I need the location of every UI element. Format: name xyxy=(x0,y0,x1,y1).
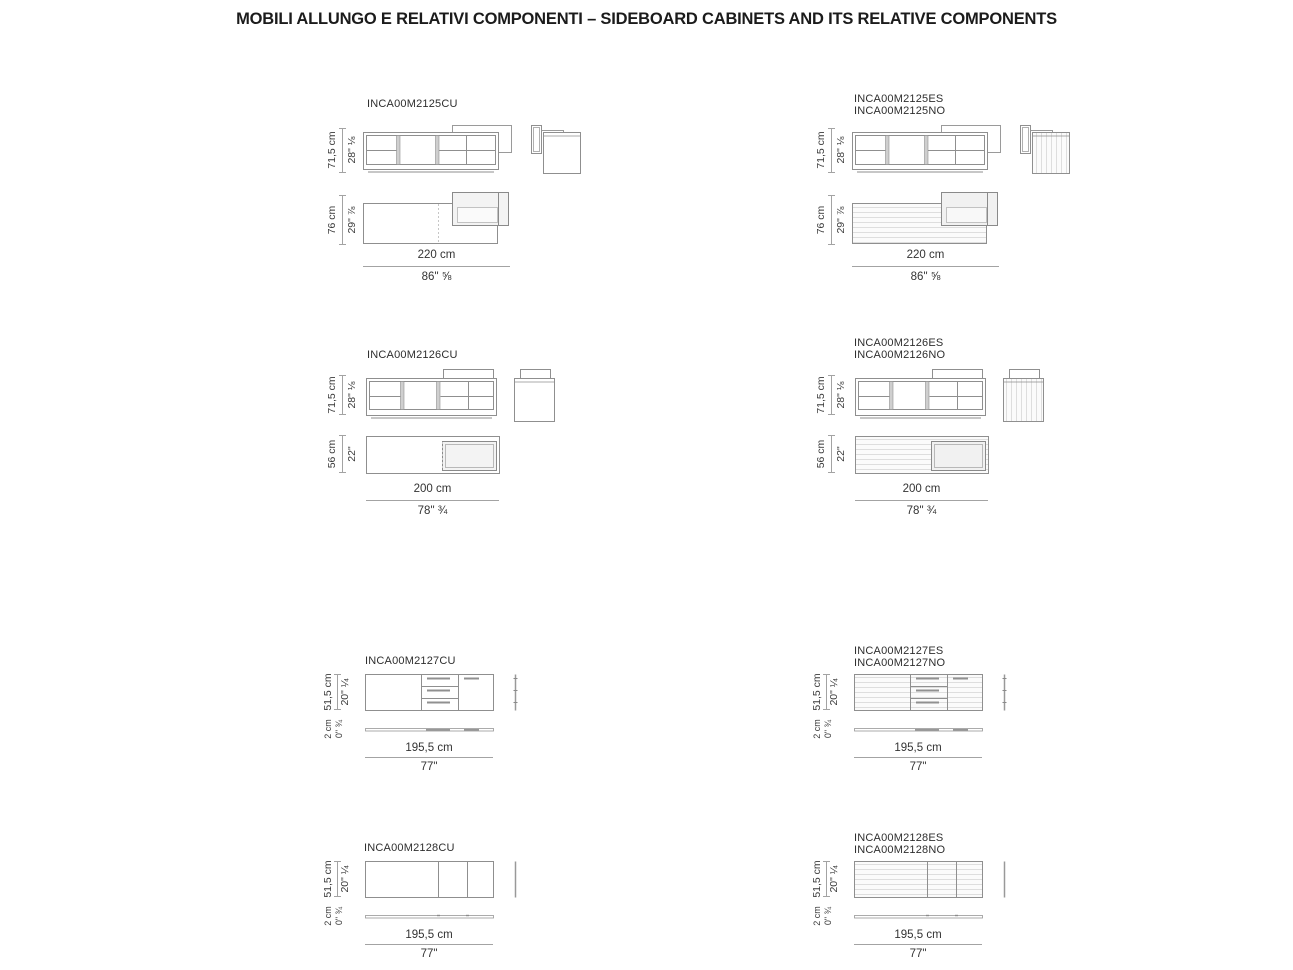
height-dimension-cm: 71,5 cm xyxy=(326,376,338,414)
plan-view xyxy=(367,437,500,474)
diagram-drawing xyxy=(360,857,610,922)
width-dimension-in: 78" ¾ xyxy=(906,505,937,517)
width-dimension-cm: 220 cm xyxy=(417,249,456,261)
thickness-dimension-cm: 2 cm xyxy=(323,719,333,739)
side-view xyxy=(1003,675,1007,711)
width-dimension-line xyxy=(365,944,493,945)
product-diagram-inca00m2128es-no xyxy=(809,832,1099,970)
width-dimension-cm: 195,5 cm xyxy=(405,929,453,941)
height-dimension-line xyxy=(337,674,338,710)
plan-view xyxy=(366,916,494,919)
depth-dimension-in: 29" ⅞ xyxy=(346,206,358,234)
product-diagram-inca00m2127cu xyxy=(320,645,610,785)
side-view xyxy=(532,126,581,174)
plan-view xyxy=(855,729,983,732)
product-code: INCA00M2127NO xyxy=(854,657,946,669)
thickness-dimension-in: 0" ¾ xyxy=(334,719,344,739)
height-dimension-line xyxy=(337,861,338,897)
product-diagram-inca00m2127es-no xyxy=(809,645,1099,785)
width-dimension-line xyxy=(852,266,999,267)
plan-view xyxy=(856,437,989,474)
depth-dimension-line xyxy=(831,195,832,245)
diagram-drawing xyxy=(360,120,605,270)
plan-view xyxy=(853,193,998,244)
height-dimension-line xyxy=(831,375,832,415)
height-dimension-in: 20" ¼ xyxy=(339,678,351,706)
front-elevation xyxy=(853,126,1001,173)
depth-dimension-cm: 56 cm xyxy=(815,439,827,469)
height-dimension-in: 28" ⅛ xyxy=(346,136,358,164)
height-dimension-in: 28" ⅛ xyxy=(835,136,847,164)
product-diagram-inca00m2128cu xyxy=(320,832,610,970)
side-view xyxy=(1004,370,1044,422)
height-dimension-cm: 71,5 cm xyxy=(326,131,338,169)
product-code: INCA00M2125CU xyxy=(367,98,458,110)
diagram-drawing xyxy=(849,857,1099,922)
product-diagram-inca00m2126es-no xyxy=(809,337,1099,527)
side-view xyxy=(1021,126,1070,174)
depth-dimension-cm: 76 cm xyxy=(815,205,827,235)
height-dimension-in: 28" ⅛ xyxy=(835,381,847,409)
plan-view xyxy=(364,193,509,244)
front-elevation xyxy=(855,862,983,898)
height-dimension-cm: 51,5 cm xyxy=(322,860,334,898)
height-dimension-cm: 51,5 cm xyxy=(322,673,334,711)
product-diagram-inca00m2125es-no xyxy=(809,85,1099,300)
thickness-dimension-in: 0" ¾ xyxy=(823,719,833,739)
width-dimension-in: 77" xyxy=(909,761,927,773)
product-code: INCA00M2125ES xyxy=(854,93,944,105)
side-view xyxy=(514,675,518,711)
width-dimension-cm: 200 cm xyxy=(902,483,941,495)
height-dimension-in: 20" ¼ xyxy=(339,865,351,893)
thickness-dimension-cm: 2 cm xyxy=(323,906,333,926)
height-dimension-line xyxy=(826,674,827,710)
depth-dimension-line xyxy=(831,435,832,473)
product-code: INCA00M2127ES xyxy=(854,645,944,657)
height-dimension-line xyxy=(342,128,343,173)
thickness-dimension-cm: 2 cm xyxy=(812,906,822,926)
width-dimension-cm: 220 cm xyxy=(906,249,945,261)
width-dimension-in: 86" ⅝ xyxy=(910,271,941,283)
width-dimension-in: 86" ⅝ xyxy=(421,271,452,283)
width-dimension-line xyxy=(855,500,988,501)
depth-dimension-cm: 56 cm xyxy=(326,439,338,469)
width-dimension-cm: 195,5 cm xyxy=(405,742,453,754)
depth-dimension-in: 22" xyxy=(346,446,358,462)
width-dimension-in: 77" xyxy=(909,948,927,960)
thickness-dimension-in: 0" ¾ xyxy=(823,906,833,926)
plan-view xyxy=(855,916,983,919)
diagram-drawing xyxy=(849,120,1094,270)
diagram-drawing xyxy=(849,670,1099,735)
width-dimension-cm: 195,5 cm xyxy=(894,929,942,941)
width-dimension-line xyxy=(854,944,982,945)
height-dimension-in: 20" ¼ xyxy=(828,678,840,706)
product-code: INCA00M2126NO xyxy=(854,349,946,361)
front-elevation xyxy=(366,675,494,711)
height-dimension-cm: 71,5 cm xyxy=(815,131,827,169)
side-view xyxy=(515,370,555,422)
product-code: INCA00M2127CU xyxy=(365,655,456,667)
product-code: INCA00M2128ES xyxy=(854,832,944,844)
front-elevation xyxy=(367,370,497,419)
product-code: INCA00M2126CU xyxy=(367,349,458,361)
height-dimension-line xyxy=(831,128,832,173)
depth-dimension-cm: 76 cm xyxy=(326,205,338,235)
height-dimension-cm: 51,5 cm xyxy=(811,860,823,898)
page-title: MOBILI ALLUNGO E RELATIVI COMPONENTI – SIDEBOARD CABINETS AND ITS RELATIVE COMPONENTS xyxy=(236,10,1057,28)
width-dimension-line xyxy=(363,266,510,267)
depth-dimension-in: 22" xyxy=(835,446,847,462)
product-code: INCA00M2125NO xyxy=(854,105,946,117)
front-elevation xyxy=(366,862,494,898)
width-dimension-in: 78" ¾ xyxy=(417,505,448,517)
height-dimension-cm: 51,5 cm xyxy=(811,673,823,711)
product-code: INCA00M2128NO xyxy=(854,844,946,856)
front-elevation xyxy=(856,370,986,419)
diagram-drawing xyxy=(360,670,610,735)
depth-dimension-line xyxy=(342,195,343,245)
product-code: INCA00M2126ES xyxy=(854,337,944,349)
front-elevation xyxy=(855,675,983,711)
height-dimension-in: 28" ⅛ xyxy=(346,381,358,409)
product-diagram-inca00m2126cu xyxy=(320,337,610,527)
thickness-dimension-in: 0" ¾ xyxy=(334,906,344,926)
width-dimension-line xyxy=(854,757,982,758)
product-diagram-inca00m2125cu xyxy=(320,85,610,300)
depth-dimension-in: 29" ⅞ xyxy=(835,206,847,234)
height-dimension-in: 20" ¼ xyxy=(828,865,840,893)
depth-dimension-line xyxy=(342,435,343,473)
width-dimension-in: 77" xyxy=(420,761,438,773)
plan-view xyxy=(366,729,494,732)
width-dimension-in: 77" xyxy=(420,948,438,960)
height-dimension-line xyxy=(342,375,343,415)
product-code: INCA00M2128CU xyxy=(364,842,455,854)
height-dimension-cm: 71,5 cm xyxy=(815,376,827,414)
width-dimension-cm: 195,5 cm xyxy=(894,742,942,754)
width-dimension-line xyxy=(365,757,493,758)
front-elevation xyxy=(364,126,512,173)
thickness-dimension-cm: 2 cm xyxy=(812,719,822,739)
width-dimension-cm: 200 cm xyxy=(413,483,452,495)
height-dimension-line xyxy=(826,861,827,897)
width-dimension-line xyxy=(366,500,499,501)
